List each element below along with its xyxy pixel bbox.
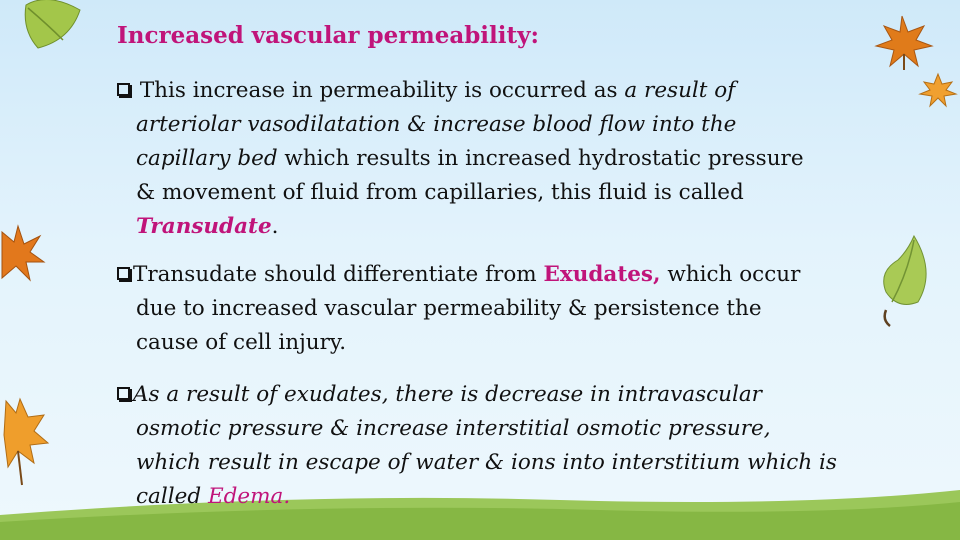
leaf-icon: [872, 12, 937, 72]
bullet-1-line-3: [117, 142, 877, 176]
bullet-3-line-4: [117, 480, 877, 514]
leaf-icon: [918, 72, 958, 108]
leaf-icon: [0, 395, 52, 490]
checkbox-bullet-icon: [117, 387, 130, 400]
slide-title: Increased vascular permeability:: [117, 22, 539, 49]
bullet-2-line-2: due to increased vascular permeability & persistence the: [136, 296, 762, 321]
bullet-1-italic-text: a result of: [624, 78, 736, 103]
bullet-3-line-2: osmotic pressure & increase interstitial osmotic pressure,: [136, 416, 771, 441]
transudate-term: Transudate: [136, 214, 272, 239]
bullet-1: [117, 74, 877, 244]
edema-term: Edema.: [207, 484, 291, 509]
bullet-3-line-3: which result in escape of water & ions into interstitium which is: [136, 450, 837, 475]
bullet-1-line-4: & movement of fluid from capillaries, this fluid is called: [136, 180, 744, 205]
bullet-2-text: which occur: [660, 262, 801, 287]
bullet-1-line-1: [117, 74, 877, 108]
checkbox-bullet-icon: [117, 83, 130, 96]
bullet-1-text: .: [271, 214, 279, 239]
bullet-3-line-1: [117, 378, 877, 412]
bullet-2-line-1: [117, 258, 877, 292]
bullet-1-text: which results in increased hydrostatic pressure: [277, 146, 804, 171]
bullet-1-italic-text: capillary bed: [136, 146, 278, 171]
bullet-2: [117, 258, 877, 360]
bullet-2-line-3: cause of cell injury.: [136, 330, 347, 355]
bullet-3-text: As a result of exudates, there is decrease in intravascular: [133, 382, 762, 407]
checkbox-bullet-icon: [117, 267, 130, 280]
bullet-1-text: This increase in permeability is occurred as: [133, 78, 625, 103]
bullet-1-line-2: arteriolar vasodilatation & increase blood flow into the: [136, 112, 737, 137]
bullet-1-line-5: [117, 210, 877, 244]
bullet-3-text: called: [136, 484, 208, 509]
bullet-2-text: Transudate should differentiate from: [133, 262, 544, 287]
leaf-icon: [868, 232, 938, 332]
leaf-icon: [18, 0, 88, 55]
bullet-3: [117, 378, 877, 514]
leaf-icon: [0, 222, 48, 292]
exudates-term: Exudates,: [543, 262, 661, 287]
